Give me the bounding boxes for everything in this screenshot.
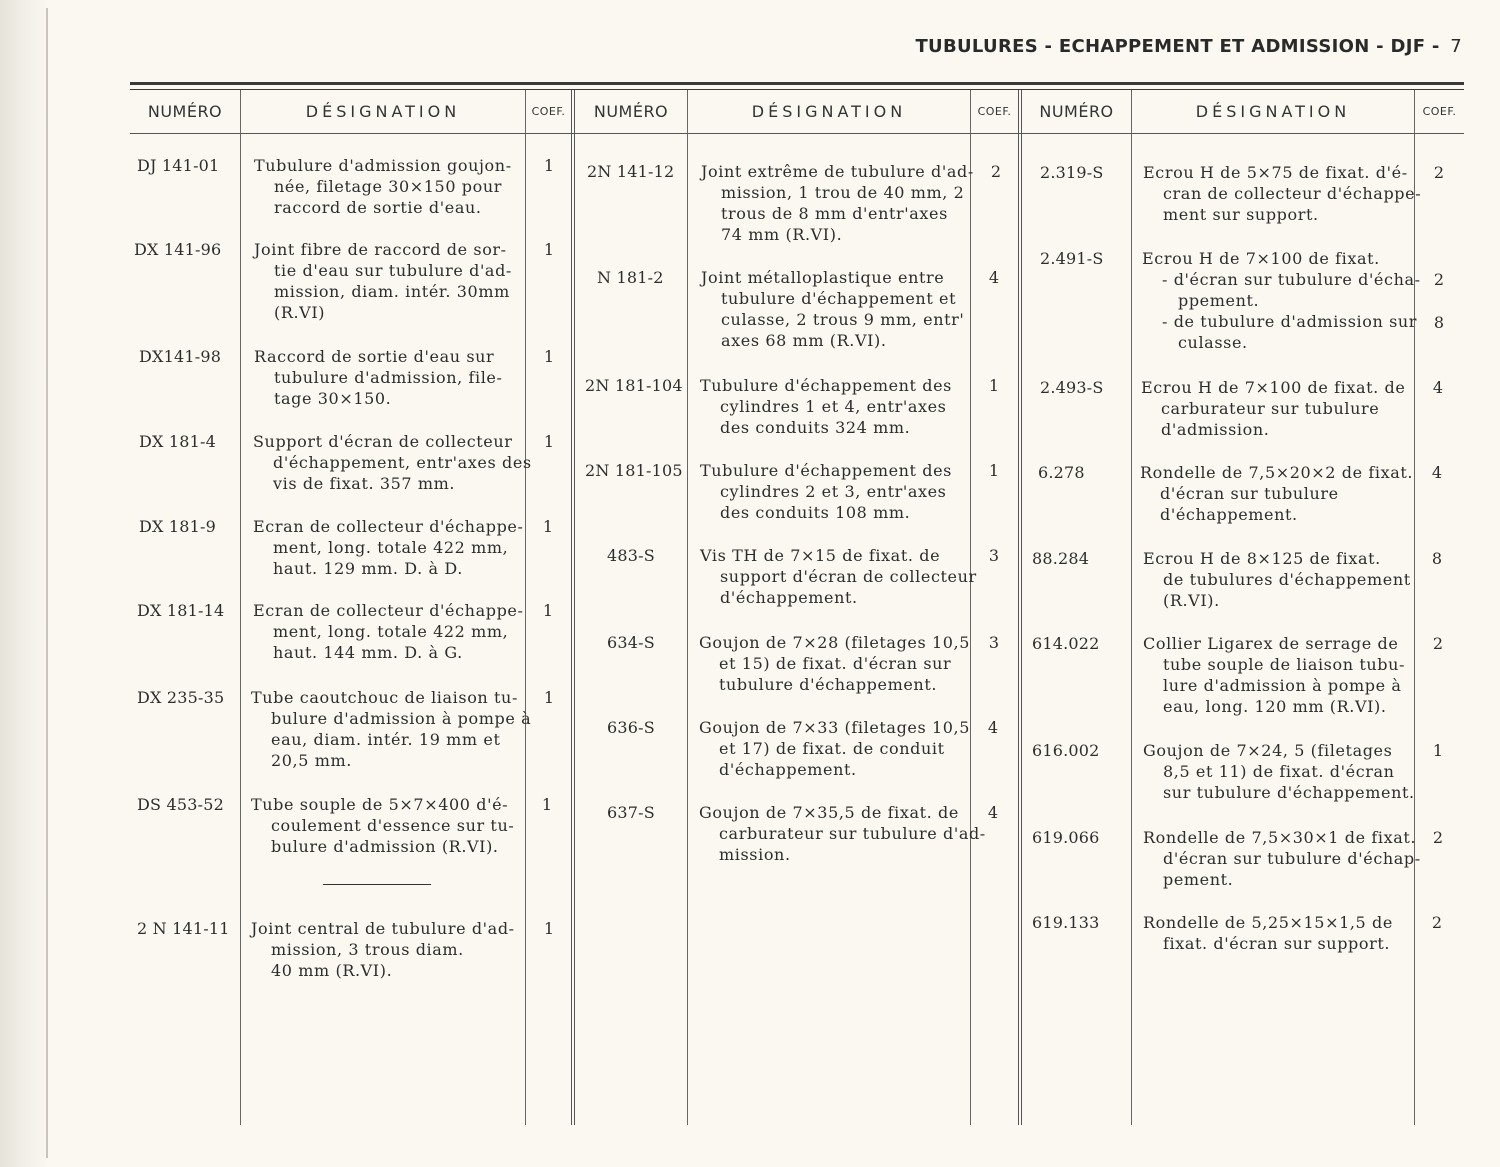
part-designation: Tubulure d'admission goujon- née, filetage 30×150 pour raccord de sortie d'eau. <box>254 156 512 217</box>
part-number: 88.284 <box>1032 549 1090 568</box>
column-divider <box>240 90 241 1125</box>
part-coef: 1 <box>543 347 555 366</box>
part-coef: 2 <box>1433 163 1445 182</box>
part-coef: 1 <box>542 601 554 620</box>
column-divider <box>525 90 526 1125</box>
section-separator <box>323 884 431 885</box>
running-header <box>915 36 1462 57</box>
part-number: 619.066 <box>1032 828 1100 847</box>
page-binding-shadow <box>0 0 50 1167</box>
part-coef: 1 <box>542 517 554 536</box>
part-designation: Ecrou H de 8×125 de fixat. de tubulures d'échappement (R.VI). <box>1143 549 1411 610</box>
part-coef: 1 <box>543 156 555 175</box>
part-coef: 4 <box>987 803 999 822</box>
header-designation: DÉSIGNATION <box>751 102 907 121</box>
part-designation: Joint métalloplastique entre tubulure d'échappement et culasse, 2 trous 9 mm, entr' axes 68 mm (R.VI). <box>701 268 965 350</box>
part-coef: 4 <box>987 718 999 737</box>
part-designation: Rondelle de 7,5×20×2 de fixat. d'écran sur tubulure d'échappement. <box>1140 463 1414 524</box>
part-coef: 2 <box>1431 913 1443 932</box>
part-number: 2.493-S <box>1040 378 1104 397</box>
header-coef: COEF. <box>531 105 566 118</box>
top-rule-thick <box>130 82 1464 85</box>
block-divider <box>571 90 575 1125</box>
part-designation: Goujon de 7×35,5 de fixat. de carburateur sur tubulure d'ad- mission. <box>699 803 986 864</box>
part-number: 2.319-S <box>1040 163 1104 182</box>
part-number: 619.133 <box>1032 913 1100 932</box>
header-coef: COEF. <box>1422 105 1457 118</box>
part-number: 2N 181-105 <box>585 461 683 480</box>
part-coef: 1 <box>541 795 553 814</box>
part-designation: Goujon de 7×28 (filetages 10,5 et 15) de fixat. d'écran sur tubulure d'échappement. <box>699 633 970 694</box>
part-designation: Support d'écran de collecteur d'échappement, entr'axes des vis de fixat. 357 mm. <box>253 432 532 493</box>
part-coef: 4 <box>1431 463 1443 482</box>
part-number: DJ 141-01 <box>137 156 220 175</box>
part-designation: Joint fibre de raccord de sor- tie d'eau sur tubulure d'ad- mission, diam. intér. 30mm (R.VI) <box>254 240 512 322</box>
part-designation: Tube souple de 5×7×400 d'é- coulement d'essence sur tu- bulure d'admission (R.VI). <box>251 795 515 856</box>
part-coef: 4 <box>1432 378 1444 397</box>
part-designation: Ecrou H de 7×100 de fixat. - d'écran sur tubulure d'écha- ppement. - de tubulure d'admission sur culasse. <box>1142 249 1421 352</box>
part-number: 2N 181-104 <box>585 376 683 395</box>
part-coef: 2 <box>1432 634 1444 653</box>
part-coef: 1 <box>988 376 1000 395</box>
part-designation: Collier Ligarex de serrage de tube souple de liaison tubu- lure d'admission à pompe à eau, long. 120 mm (R.VI). <box>1143 634 1406 716</box>
header-numero: NUMÉRO <box>1039 102 1114 121</box>
part-coef: 8 <box>1431 549 1443 568</box>
part-coef: 3 <box>988 546 1000 565</box>
part-number: DS 453-52 <box>137 795 224 814</box>
part-number: DX 181-14 <box>137 601 225 620</box>
part-coef: 1 <box>543 432 555 451</box>
part-designation: Tubulure d'échappement des cylindres 2 et 3, entr'axes des conduits 108 mm. <box>700 461 952 522</box>
column-divider <box>1414 90 1415 1125</box>
part-designation: Tube caoutchouc de liaison tu- bulure d'admission à pompe à eau, diam. intér. 19 mm et 20,5 mm. <box>251 688 532 770</box>
part-number: 636-S <box>607 718 655 737</box>
header-numero: NUMÉRO <box>593 102 669 121</box>
part-coef: 3 <box>988 633 1000 652</box>
part-coef: 1 <box>543 240 555 259</box>
column-divider <box>1131 90 1132 1125</box>
part-designation: Raccord de sortie d'eau sur tubulure d'admission, file- tage 30×150. <box>254 347 503 408</box>
part-number: 614.022 <box>1032 634 1100 653</box>
part-number: N 181-2 <box>597 268 664 287</box>
part-coef: 8 <box>1433 313 1445 332</box>
part-designation: Ecran de collecteur d'échappe- ment, long. totale 422 mm, haut. 144 mm. D. à G. <box>253 601 524 662</box>
header-coef: COEF. <box>977 105 1012 118</box>
part-coef: 2 <box>1432 828 1444 847</box>
part-designation: Joint extrême de tubulure d'ad- mission, 1 trou de 40 mm, 2 trous de 8 mm d'entr'axes 74 mm (R.VI). <box>701 162 974 244</box>
part-designation: Vis TH de 7×15 de fixat. de support d'écran de collecteur d'échappement. <box>700 546 977 607</box>
part-designation: Rondelle de 7,5×30×1 de fixat. d'écran sur tubulure d'échap- pement. <box>1143 828 1421 889</box>
part-designation: Goujon de 7×24, 5 (filetages 8,5 et 11) de fixat. d'écran sur tubulure d'échappement. <box>1143 741 1415 802</box>
part-number: DX 141-96 <box>134 240 222 259</box>
part-coef: 4 <box>988 268 1000 287</box>
part-coef: 2 <box>990 162 1002 181</box>
part-designation: Goujon de 7×33 (filetages 10,5 et 17) de fixat. de conduit d'échappement. <box>699 718 970 779</box>
part-number: 2.491-S <box>1040 249 1104 268</box>
part-number: DX 181-9 <box>139 517 217 536</box>
part-number: 637-S <box>607 803 655 822</box>
part-number: 616.002 <box>1032 741 1100 760</box>
part-number: 483-S <box>607 546 655 565</box>
part-coef: 1 <box>543 688 555 707</box>
header-designation: DÉSIGNATION <box>305 102 461 121</box>
part-number: 2N 141-12 <box>587 162 675 181</box>
header-numero: NUMÉRO <box>147 102 223 121</box>
binding-edge <box>46 8 48 1158</box>
part-designation: Joint central de tubulure d'ad- mission, 3 trous diam. 40 mm (R.VI). <box>251 919 515 980</box>
part-coef: 1 <box>1432 741 1444 760</box>
part-coef: 1 <box>988 461 1000 480</box>
part-coef: 2 <box>1433 270 1445 289</box>
part-number: 6.278 <box>1038 463 1085 482</box>
part-coef: 1 <box>543 919 555 938</box>
part-designation: Ecrou H de 7×100 de fixat. de carburateur sur tubulure d'admission. <box>1141 378 1406 439</box>
part-number: DX141-98 <box>139 347 222 366</box>
header-title: TUBULURES - ECHAPPEMENT ET ADMISSION - DJF - <box>915 36 1440 57</box>
part-designation: Ecrou H de 5×75 de fixat. d'é- cran de collecteur d'échappe- ment sur support. <box>1143 163 1422 224</box>
part-designation: Rondelle de 5,25×15×1,5 de fixat. d'écran sur support. <box>1143 913 1393 953</box>
part-number: DX 181-4 <box>139 432 217 451</box>
block-divider <box>1018 90 1022 1125</box>
part-number: 634-S <box>607 633 655 652</box>
part-designation: Ecran de collecteur d'échappe- ment, long. totale 422 mm, haut. 129 mm. D. à D. <box>253 517 524 578</box>
column-divider <box>687 90 688 1125</box>
part-number: DX 235-35 <box>137 688 225 707</box>
page-number: 7 <box>1450 36 1462 57</box>
part-number: 2 N 141-11 <box>137 919 230 938</box>
part-designation: Tubulure d'échappement des cylindres 1 et 4, entr'axes des conduits 324 mm. <box>700 376 952 437</box>
header-designation: DÉSIGNATION <box>1195 102 1351 121</box>
header-rule <box>130 133 1464 134</box>
